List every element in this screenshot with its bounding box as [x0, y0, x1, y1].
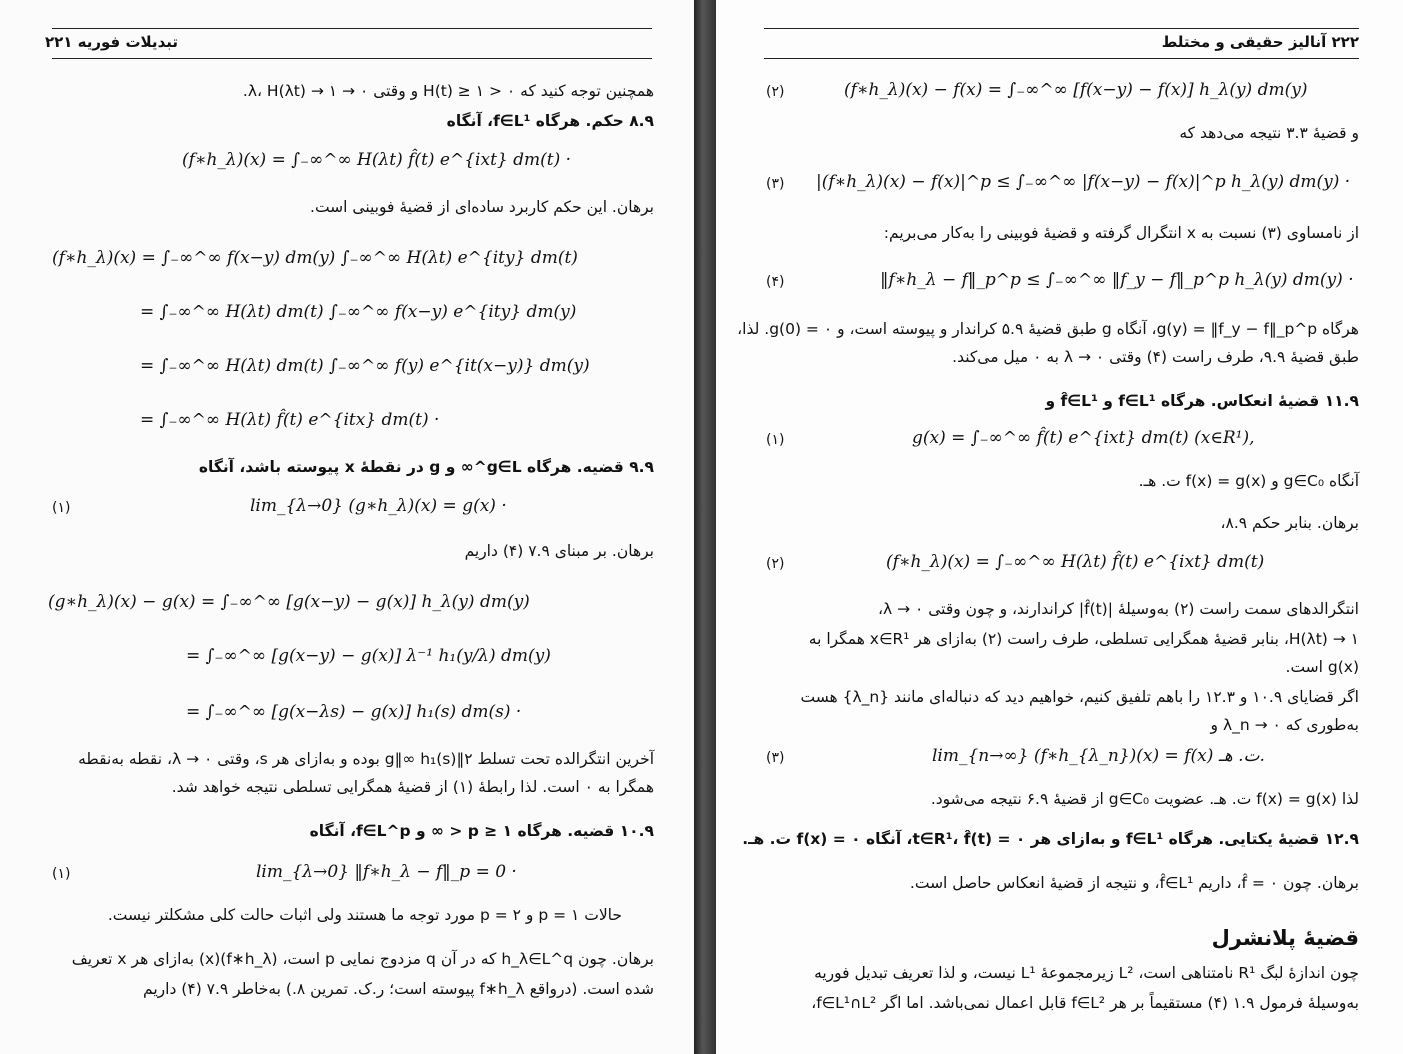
text-line: طبق قضیهٔ ۹.۹، طرف راست (۴) وقتی ۰ → λ به ۰ میل می‌کند.: [952, 348, 1359, 366]
left-page: [0, 0, 694, 1054]
proof-line: برهان. این حکم کاربرد ساده‌ای از قضیهٔ فوبینی است.: [310, 198, 654, 216]
equation: (f∗h_λ)(x) = ∫₋∞^∞ H(λt) f̂(t) e^{ixt} dm(t) ·: [182, 150, 572, 170]
header-rule-bottom: [764, 58, 1359, 59]
text-line: چون اندازهٔ لبگ R¹ نامتناهی است، L² زیرمجموعهٔ L¹ نیست، و لذا تعریف تبدیل فوریه: [814, 964, 1359, 982]
equation: (f∗h_λ)(x) − f(x) = ∫₋∞^∞ [f(x−y) − f(x)] h_λ(y) dm(y): [844, 80, 1308, 100]
text-line: انتگرالدهای سمت راست (۲) به‌وسیلهٔ |f̂(t)| کراندارند، و چون وقتی ۰ → λ،: [877, 600, 1359, 618]
text-line: g(x) است.: [1285, 658, 1359, 676]
equation-number: (۳): [766, 750, 785, 766]
header-rule-bottom: [52, 58, 652, 59]
text-line: حالات p = ۱ و p = ۲ مورد توجه ما هستند ولی اثبات حالت کلی مشکلتر نیست.: [107, 906, 622, 924]
proof-line: برهان. بنابر حکم ۸.۹،: [1220, 514, 1359, 532]
text-line: به‌وسیلهٔ فرمول ۱.۹ (۴) مستقیماً بر هر f∈L² قابل اعمال نمی‌باشد. اما اگر f∈L¹∩L²،: [811, 994, 1359, 1012]
equation: = ∫₋∞^∞ H(λt) f̂(t) e^{itx} dm(t) ·: [140, 410, 440, 430]
text-line: از نامساوی (۳) نسبت به x انتگرال گرفته و قضیهٔ فوبینی را به‌کار می‌بریم:: [883, 224, 1359, 242]
equation: = ∫₋∞^∞ H(λt) dm(t) ∫₋∞^∞ f(x−y) e^{ity} dm(y): [140, 302, 577, 322]
theorem-heading: ۱۱.۹ قضیهٔ انعکاس. هرگاه f∈L¹ و f̂∈L¹ و: [1045, 392, 1359, 410]
text-line: و قضیهٔ ۳.۳ نتیجه می‌دهد که: [1179, 124, 1359, 142]
equation: (f∗h_λ)(x) = ∫₋∞^∞ H(λt) f̂(t) e^{ixt} dm(t): [886, 552, 1265, 572]
text-line: اگر قضایای ۱۰.۹ و ۱۲.۳ را باهم تلفیق کنیم، خواهیم دید که دنباله‌ای مانند {λ_n} هست: [800, 688, 1359, 706]
equation: |(f∗h_λ)(x) − f(x)|^p ≤ ∫₋∞^∞ |f(x−y) − f(x)|^p h_λ(y) dm(y) ·: [816, 172, 1351, 192]
section-heading: قضیهٔ پلانشرل: [1211, 926, 1359, 950]
proof-line: برهان. بر مبنای ۷.۹ (۴) داریم: [464, 542, 654, 560]
equation-number: (۴): [766, 274, 785, 290]
right-page-header: ۲۲۲ آنالیز حقیقی و مختلط: [1161, 33, 1359, 51]
text-line: همچنین توجه کنید که H(t) ≥ ۱ > ۰ و وقتی ۰ → λ، H(λt) → ۱.: [242, 82, 654, 100]
text-line: شده است. (درواقع f∗h_λ پیوسته است؛ ر.ک. تمرین ۸.) به‌خاطر ۷.۹ (۴) داریم: [143, 980, 654, 998]
text-line: آنگاه g∈C₀ و f(x) = g(x) ت. هـ.: [1138, 472, 1359, 490]
right-page: [716, 0, 1403, 1054]
equation: = ∫₋∞^∞ H(λt) dm(t) ∫₋∞^∞ f(y) e^{it(x−y)} dm(y): [140, 356, 590, 376]
equation-number: (۱): [52, 500, 71, 516]
equation: lim_{n→∞} (f∗h_{λ_n})(x) = f(x) ت. هـ.: [932, 746, 1265, 766]
equation: = ∫₋∞^∞ [g(x−λs) − g(x)] h₁(s) dm(s) ·: [186, 702, 522, 722]
equation-number: (۱): [52, 866, 71, 882]
equation-number: (۱): [766, 432, 785, 448]
text-line: به‌طوری که λ_n → ۰ و: [1210, 716, 1359, 734]
proposition-heading: ۸.۹ حکم. هرگاه f∈L¹، آنگاه: [446, 112, 654, 130]
book-gutter: [694, 0, 716, 1054]
equation: lim_{λ→0} (g∗h_λ)(x) = g(x) ·: [250, 496, 507, 516]
equation: g(x) = ∫₋∞^∞ f̂(t) e^{ixt} dm(t) (x∈R¹),: [912, 428, 1255, 448]
theorem-heading: ۱۲.۹ قضیهٔ یکتایی. هرگاه f∈L¹ و به‌ازای هر t∈R¹، f̂(t) = ۰، آنگاه f(x) = ۰ ت. هـ.: [742, 830, 1359, 848]
equation-number: (۳): [766, 176, 785, 192]
text-line: هرگاه g(y) = ‖f_y − f‖_p^p، آنگاه g طبق قضیهٔ ۵.۹ کراندار و پیوسته است، و g(0) = ۰. لذا،: [737, 320, 1359, 338]
equation: = ∫₋∞^∞ [g(x−y) − g(x)] λ⁻¹ h₁(y/λ) dm(y): [186, 646, 551, 666]
theorem-heading: ۹.۹ قضیه. هرگاه g∈L^∞ و g در نقطهٔ x پیوسته باشد، آنگاه: [198, 458, 654, 476]
equation: (g∗h_λ)(x) − g(x) = ∫₋∞^∞ [g(x−y) − g(x)] h_λ(y) dm(y): [48, 592, 530, 612]
text-line: همگرا به ۰ است. لذا رابطهٔ (۱) از قضیهٔ همگرایی تسلطی نتیجه خواهد شد.: [171, 778, 654, 796]
equation-number: (۲): [766, 556, 785, 572]
equation: ‖f∗h_λ − f‖_p^p ≤ ∫₋∞^∞ ‖f_y − f‖_p^p h_λ(y) dm(y) ·: [880, 270, 1354, 290]
proof-line: برهان. چون f̂ = ۰، داریم f̂∈L¹، و نتیجه از قضیهٔ انعکاس حاصل است.: [909, 874, 1359, 892]
proof-line: برهان. چون h_λ∈L^q که در آن q مزدوج نمایی p است، (f∗h_λ)(x) به‌ازای هر x تعریف: [71, 950, 654, 968]
text-line: آخرین انتگرالده تحت تسلط ۲‖g‖∞ h₁(s) بوده و به‌ازای هر s، وقتی ۰ → λ، نقطه به‌نقطه: [78, 750, 654, 768]
equation-number: (۲): [766, 84, 785, 100]
equation: (f∗h_λ)(x) = ∫₋∞^∞ f(x−y) dm(y) ∫₋∞^∞ H(λt) e^{ity} dm(t): [52, 248, 578, 268]
equation: lim_{λ→0} ‖f∗h_λ − f‖_p = 0 ·: [256, 862, 517, 882]
header-rule-top: [764, 28, 1359, 29]
theorem-heading: ۱۰.۹ قضیه. هرگاه ۱ ≤ p < ∞ و f∈L^p، آنگاه: [309, 822, 654, 840]
header-rule-top: [52, 28, 652, 29]
text-line: لذا f(x) = g(x) ت. هـ. عضویت g∈C₀ از قضیهٔ ۶.۹ نتیجه می‌شود.: [930, 790, 1359, 808]
text-line: H(λt) → ۱، بنابر قضیهٔ همگرایی تسلطی، طرف راست (۲) به‌ازای هر x∈R¹ همگرا به: [808, 630, 1359, 648]
left-page-header: تبدیلات فوریه ۲۲۱: [44, 33, 178, 51]
